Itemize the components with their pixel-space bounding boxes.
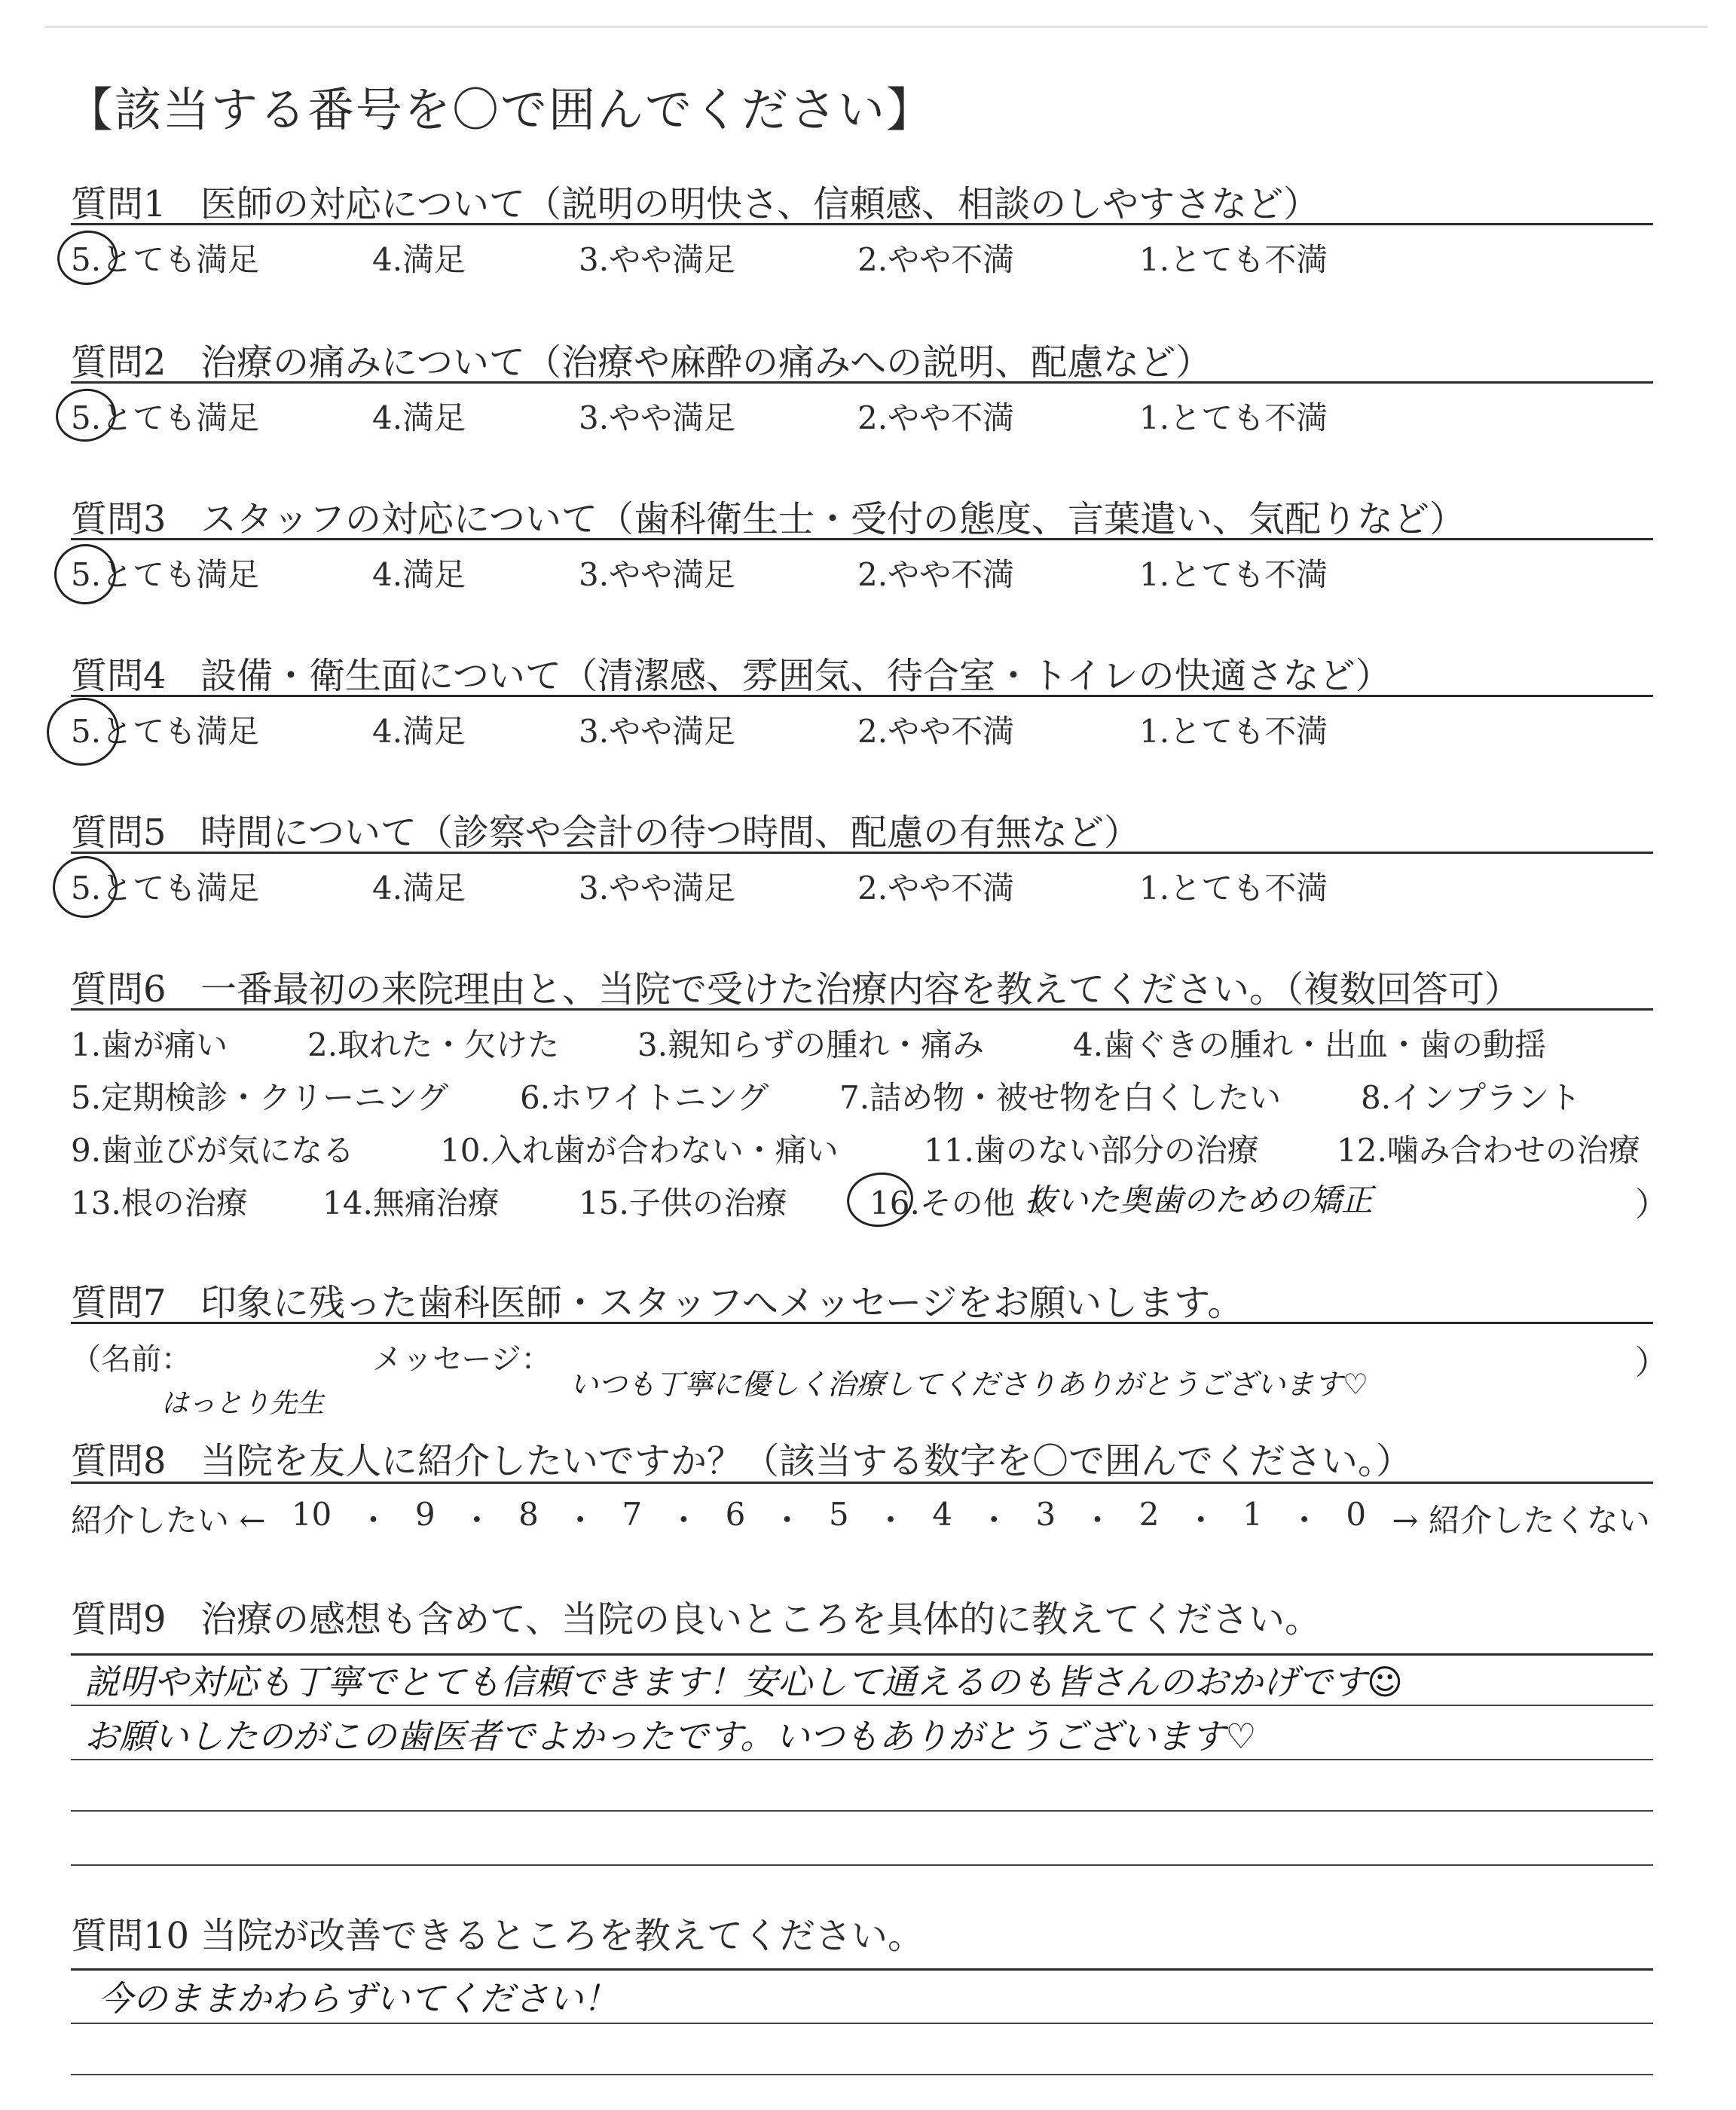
q6-option-2[interactable]: 2.取れた・欠けた [307, 1026, 560, 1063]
question-4-text: 設備・衛生面について（清潔感、雰囲気、待合室・トイレの快適さなど） [200, 655, 1392, 697]
q4-selected-circle [42, 693, 124, 770]
question-2-number: 質問2 [71, 341, 167, 384]
q3-option-4[interactable]: 4.満足 [372, 556, 466, 593]
q7-close-paren: ） [1635, 1344, 1668, 1382]
q6-option-10[interactable]: 10.入れ歯が合わない・痛い [440, 1132, 839, 1169]
q8-dot: ・ [668, 1502, 700, 1539]
q8-scale [71, 1496, 1650, 1541]
q8-score-6[interactable]: 6 [725, 1496, 746, 1533]
question-4-number: 質問4 [71, 655, 167, 697]
q8-right-label: → 紹介したくない [1392, 1502, 1650, 1539]
question-5-number: 質問5 [71, 812, 167, 854]
question-6-text: 一番最初の来院理由と、当院で受けた治療内容を教えてください。（複数回答可） [200, 968, 1521, 1011]
q8-dot: ・ [460, 1502, 493, 1539]
q8-score-1[interactable]: 1 [1242, 1496, 1263, 1533]
page-title: 【該当する番号を〇で囲んでください】 [66, 82, 935, 137]
q5-option-5[interactable]: 5.とても満足 [71, 870, 260, 907]
question-3-title [71, 490, 1466, 542]
q6-other-answer[interactable]: 抜いた奥歯のための矯正 [1025, 1182, 1374, 1219]
q3-option-3[interactable]: 3.やや満足 [579, 556, 736, 593]
question-5-text: 時間について（診察や会計の待つ時間、配慮の有無など） [200, 812, 1141, 854]
q6-option-8[interactable]: 8.インプラント [1361, 1079, 1582, 1116]
q9-line-4 [71, 1810, 1653, 1812]
q2-option-5[interactable]: 5.とても満足 [71, 399, 260, 436]
q10-line-1 [71, 1968, 1653, 1971]
question-8-number: 質問8 [71, 1440, 167, 1482]
question-4-title [71, 647, 1392, 699]
q3-option-1[interactable]: 1.とても不満 [1139, 556, 1328, 593]
question-6-number: 質問6 [71, 968, 167, 1011]
q6-option-1[interactable]: 1.歯が痛い [71, 1026, 228, 1063]
q8-dot: ・ [874, 1502, 906, 1539]
question-10-number: 質問10 [71, 1915, 190, 1957]
q6-option-9[interactable]: 9.歯並びが気になる [71, 1132, 355, 1169]
q9-answer-line-1[interactable]: 説明や対応も丁寧でとても信頼できます！安心して通えるのも皆さんのおかげです☺ [84, 1662, 1403, 1702]
q8-dot: ・ [1288, 1502, 1321, 1539]
q9-line-2 [71, 1705, 1653, 1706]
question-7-number: 質問7 [71, 1282, 167, 1324]
q8-score-5[interactable]: 5 [828, 1496, 849, 1533]
question-8-rule [71, 1482, 1653, 1484]
top-border [45, 26, 1707, 28]
q8-dot: ・ [357, 1502, 390, 1539]
question-8-text: 当院を友人に紹介したいですか？（該当する数字を〇で囲んでください。） [200, 1440, 1413, 1482]
q7-name-answer[interactable]: はっとり先生 [161, 1388, 325, 1419]
q8-left-label: 紹介したい ← [71, 1502, 266, 1539]
q10-line-3 [71, 2074, 1653, 2075]
q1-option-3[interactable]: 3.やや満足 [579, 241, 736, 278]
q2-option-2[interactable]: 2.やや不満 [857, 399, 1015, 436]
q6-other-close-paren: ） [1635, 1185, 1668, 1224]
q3-option-5[interactable]: 5.とても満足 [71, 556, 260, 593]
question-5-title [71, 803, 1140, 855]
q6-option-6[interactable]: 6.ホワイトニング [520, 1079, 769, 1116]
q8-score-0[interactable]: 0 [1346, 1496, 1367, 1533]
question-9-number: 質問9 [71, 1598, 167, 1641]
q8-score-7[interactable]: 7 [622, 1496, 643, 1533]
question-7-title [71, 1274, 1243, 1326]
q1-option-1[interactable]: 1.とても不満 [1139, 241, 1328, 278]
q1-option-2[interactable]: 2.やや不満 [857, 241, 1015, 278]
q4-option-3[interactable]: 3.やや満足 [579, 713, 736, 750]
question-9-title [71, 1590, 1321, 1642]
q1-option-5[interactable]: 5.とても満足 [71, 241, 260, 278]
question-3-text: スタッフの対応について（歯科衛生士・受付の態度、言葉遣い、気配りなど） [200, 498, 1466, 540]
q8-score-4[interactable]: 4 [932, 1496, 952, 1533]
q2-option-3[interactable]: 3.やや満足 [579, 399, 736, 436]
question-6-rule [71, 1008, 1653, 1011]
q3-option-2[interactable]: 2.やや不満 [857, 556, 1015, 593]
q4-option-1[interactable]: 1.とても不満 [1139, 713, 1328, 750]
q8-dot: ・ [978, 1502, 1010, 1539]
q8-score-3[interactable]: 3 [1035, 1496, 1056, 1533]
question-8-title [71, 1432, 1412, 1484]
q9-line-5 [71, 1864, 1653, 1866]
q6-option-11[interactable]: 11.歯のない部分の治療 [924, 1132, 1259, 1169]
q4-option-5[interactable]: 5.とても満足 [71, 713, 260, 750]
q10-answer-line-1[interactable]: 今のままかわらずいてください！ [98, 1978, 618, 2019]
question-5-rule [71, 852, 1653, 854]
question-2-rule [71, 381, 1653, 384]
q5-option-1[interactable]: 1.とても不満 [1139, 870, 1328, 907]
question-10-title [71, 1907, 924, 1959]
question-2-text: 治療の痛みについて（治療や麻酔の痛みへの説明、配慮など） [200, 341, 1212, 384]
q5-selected-circle [49, 852, 122, 922]
q8-score-2[interactable]: 2 [1138, 1496, 1160, 1533]
question-10-text: 当院が改善できるところを教えてください。 [200, 1915, 925, 1957]
q6-option-15[interactable]: 15.子供の治療 [579, 1185, 787, 1222]
q5-option-2[interactable]: 2.やや不満 [857, 870, 1015, 907]
question-6-title [71, 960, 1521, 1012]
q7-message-label: メッセージ： [372, 1342, 552, 1377]
q6-option-3[interactable]: 3.親知らずの腫れ・痛み [637, 1026, 985, 1063]
question-9-text: 治療の感想も含めて、当院の良いところを具体的に教えてください。 [200, 1598, 1322, 1641]
q8-dot: ・ [771, 1502, 803, 1539]
q8-dot: ・ [1081, 1502, 1114, 1539]
question-1-rule [71, 223, 1653, 225]
q10-line-2 [71, 2023, 1653, 2024]
q1-option-4[interactable]: 4.満足 [372, 241, 466, 278]
q2-option-1[interactable]: 1.とても不満 [1139, 399, 1328, 436]
question-1-title [71, 175, 1319, 227]
q7-name-label: （名前： [71, 1342, 191, 1377]
question-3-rule [71, 538, 1653, 540]
q6-option-4[interactable]: 4.歯ぐきの腫れ・出血・歯の動揺 [1073, 1026, 1547, 1063]
q4-option-2[interactable]: 2.やや不満 [857, 713, 1015, 750]
q6-option-5[interactable]: 5.定期検診・クリーニング [71, 1079, 449, 1116]
q8-dot: ・ [1184, 1502, 1217, 1539]
q6-option-12[interactable]: 12.噛み合わせの治療 [1337, 1132, 1640, 1169]
question-4-rule [71, 695, 1653, 697]
q7-message-answer[interactable]: いつも丁寧に優しく治療してくださりありがとうございます♡ [570, 1368, 1369, 1401]
question-2-title [71, 333, 1212, 385]
q8-score-8[interactable]: 8 [518, 1496, 539, 1533]
question-7-text: 印象に残った歯科医師・スタッフへメッセージをお願いします。 [200, 1282, 1244, 1324]
q9-answer-line-2[interactable]: お願いしたのがこの歯医者でよかったです。いつもありがとうございます♡ [84, 1716, 1257, 1757]
q9-line-3 [71, 1759, 1653, 1760]
question-1-number: 質問1 [71, 183, 167, 225]
question-1-text: 医師の対応について（説明の明快さ、信頼感、相談のしやすさなど） [200, 183, 1320, 225]
q8-score-10[interactable]: 10 [291, 1496, 332, 1533]
q6-option-7[interactable]: 7.詰め物・被せ物を白くしたい [839, 1079, 1282, 1116]
q6-option-14[interactable]: 14.無痛治療 [322, 1185, 500, 1222]
q6-option-13[interactable]: 13.根の治療 [71, 1185, 248, 1222]
q5-option-3[interactable]: 3.やや満足 [579, 870, 736, 907]
question-7-rule [71, 1322, 1653, 1324]
q5-option-4[interactable]: 4.満足 [372, 870, 466, 907]
q6-option-16[interactable]: 16.その他（ [870, 1185, 1047, 1222]
q2-option-4[interactable]: 4.満足 [372, 399, 466, 436]
q4-option-4[interactable]: 4.満足 [372, 713, 466, 750]
q8-dot: ・ [564, 1502, 597, 1539]
question-3-number: 質問3 [71, 498, 167, 540]
q8-score-9[interactable]: 9 [414, 1496, 436, 1533]
